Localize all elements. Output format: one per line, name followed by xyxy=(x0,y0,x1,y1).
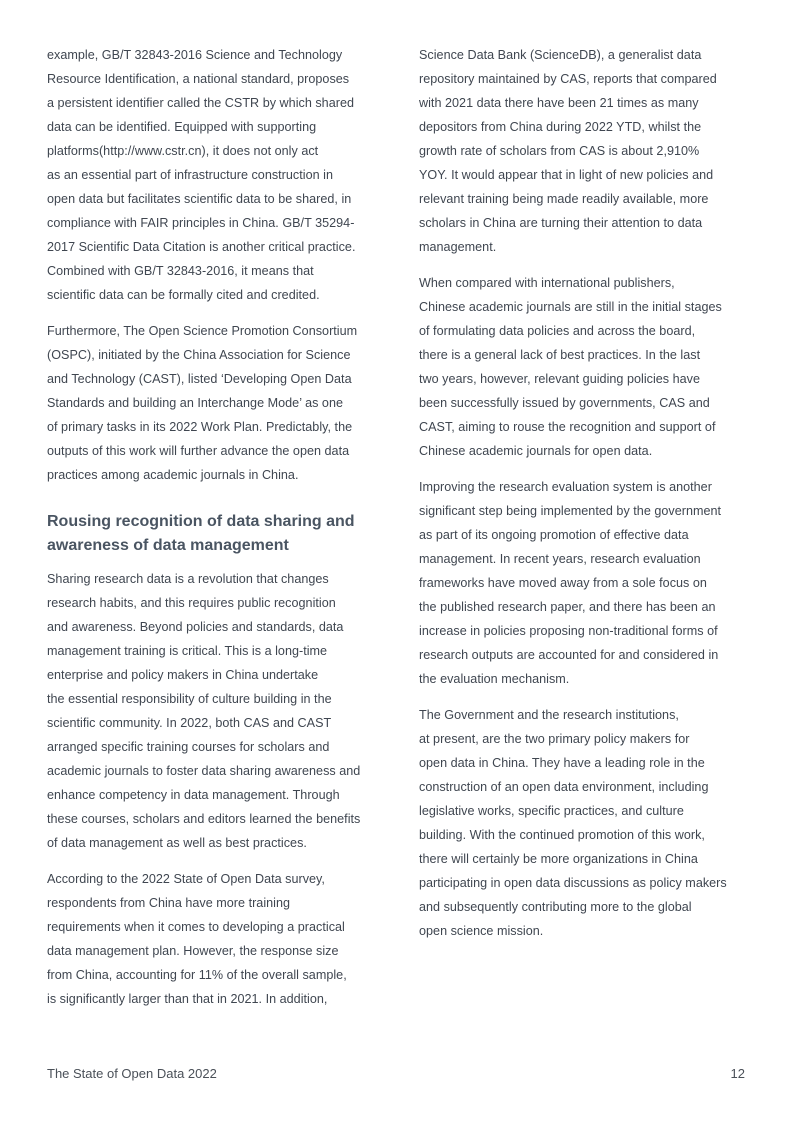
text-line: and Technology (CAST), listed ‘Developing Open Data xyxy=(47,372,352,386)
text-line: Furthermore, The Open Science Promotion Consortium xyxy=(47,324,358,338)
text-line: The Government and the research institutions, xyxy=(419,708,679,722)
text-line: Science Data Bank (ScienceDB), a generalist data xyxy=(419,48,702,62)
text-line: Rousing recognition of data sharing and xyxy=(47,513,355,530)
text-line: practices among academic journals in China. xyxy=(47,468,299,482)
text-line: data management plan. However, the response size xyxy=(47,944,339,958)
text-line: construction of an open data environment, including xyxy=(419,780,709,794)
paragraph-cstr-identifier xyxy=(47,43,377,307)
text-line: research habits, and this requires public recognition xyxy=(47,596,336,610)
text-line: YOY. It would appear that in light of new policies and xyxy=(419,168,714,182)
text-line: According to the 2022 State of Open Data survey, xyxy=(47,872,325,886)
paragraph-survey-respondents xyxy=(47,867,377,1011)
text-line: enterprise and policy makers in China undertake xyxy=(47,668,319,682)
text-line: and subsequently contributing more to the global xyxy=(419,900,692,914)
paragraph-sciencedb xyxy=(419,43,749,259)
text-line: scientific data can be formally cited and credited. xyxy=(47,288,320,302)
text-line: research outputs are accounted for and considered in xyxy=(419,648,719,662)
text-line: compliance with FAIR principles in China. GB/T 35294- xyxy=(47,216,355,230)
paragraph-policy-makers xyxy=(419,703,749,943)
text-line: management. In recent years, research evaluation xyxy=(419,552,701,566)
text-line: is significantly larger than that in 2021. In addition, xyxy=(47,992,328,1006)
text-line: and awareness. Beyond policies and standards, data xyxy=(47,620,344,634)
text-line: When compared with international publishers, xyxy=(419,276,675,290)
text-line: relevant training being made readily available, more xyxy=(419,192,709,206)
text-line: there is a general lack of best practices. In the last xyxy=(419,348,701,362)
text-line: significant step being implemented by the government xyxy=(419,504,722,518)
page-number: 12 xyxy=(730,1066,745,1081)
text-line: as part of its ongoing promotion of effective data xyxy=(419,528,689,542)
text-line: Resource Identification, a national standard, proposes xyxy=(47,72,350,86)
text-line: platforms(http://www.cstr.cn), it does not only act xyxy=(47,144,319,158)
text-line: of formulating data policies and across the board, xyxy=(419,324,696,338)
text-line: two years, however, relevant guiding policies have xyxy=(419,372,701,386)
text-line: the published research paper, and there has been an xyxy=(419,600,716,614)
text-line: open data in China. They have a leading role in the xyxy=(419,756,705,770)
paragraph-academic-journals xyxy=(419,271,749,463)
text-line: 2017 Scientific Data Citation is another critical practice. xyxy=(47,240,356,254)
text-line: data can be identified. Equipped with supporting xyxy=(47,120,317,134)
paragraph-ospc-work-plan xyxy=(47,319,377,487)
text-line: Chinese academic journals are still in the initial stages xyxy=(419,300,722,314)
text-line: building. With the continued promotion of this work, xyxy=(419,828,705,842)
text-line: legislative works, specific practices, and culture xyxy=(419,804,684,818)
page-footer xyxy=(47,1064,745,1084)
text-line: example, GB/T 32843-2016 Science and Technology xyxy=(47,48,343,62)
text-line: awareness of data management xyxy=(47,537,289,554)
text-line: (OSPC), initiated by the China Association for Science xyxy=(47,348,351,362)
text-line: respondents from China have more training xyxy=(47,896,291,910)
text-line: open science mission. xyxy=(419,924,544,938)
text-line: of data management as well as best practices. xyxy=(47,836,307,850)
text-line: growth rate of scholars from CAS is about 2,910% xyxy=(419,144,700,158)
text-line: at present, are the two primary policy makers for xyxy=(419,732,690,746)
text-line: been successfully issued by governments, CAS and xyxy=(419,396,710,410)
text-line: open data but facilitates scientific data to be shared, in xyxy=(47,192,352,206)
text-line: the essential responsibility of culture building in the xyxy=(47,692,332,706)
paragraph-research-evaluation xyxy=(419,475,749,691)
text-line: frameworks have moved away from a sole focus on xyxy=(419,576,707,590)
text-line: the evaluation mechanism. xyxy=(419,672,570,686)
text-line: repository maintained by CAS, reports that compared xyxy=(419,72,717,86)
text-line: a persistent identifier called the CSTR by which shared xyxy=(47,96,354,110)
section-heading xyxy=(47,510,377,558)
text-line: requirements when it comes to developing a practical xyxy=(47,920,345,934)
left-column xyxy=(47,43,377,1023)
text-line: there will certainly be more organizations in China xyxy=(419,852,698,866)
text-line: Combined with GB/T 32843-2016, it means that xyxy=(47,264,314,278)
text-line: Standards and building an Interchange Mode’ as one xyxy=(47,396,343,410)
text-line: scholars in China are turning their attention to data xyxy=(419,216,703,230)
text-line: increase in policies proposing non-traditional forms of xyxy=(419,624,718,638)
footer-title: The State of Open Data 2022 xyxy=(47,1066,217,1081)
text-line: management. xyxy=(419,240,497,254)
text-line: Improving the research evaluation system is another xyxy=(419,480,712,494)
text-line: from China, accounting for 11% of the overall sample, xyxy=(47,968,347,982)
text-line: with 2021 data there have been 21 times as many xyxy=(419,96,699,110)
text-line: of primary tasks in its 2022 Work Plan. Predictably, the xyxy=(47,420,353,434)
text-line: these courses, scholars and editors learned the benefits xyxy=(47,812,361,826)
text-line: CAST, aiming to rouse the recognition and support of xyxy=(419,420,716,434)
text-line: arranged specific training courses for scholars and xyxy=(47,740,330,754)
text-line: scientific community. In 2022, both CAS and CAST xyxy=(47,716,332,730)
text-line: as an essential part of infrastructure construction in xyxy=(47,168,333,182)
text-line: academic journals to foster data sharing awareness and xyxy=(47,764,361,778)
text-line: enhance competency in data management. Through xyxy=(47,788,340,802)
text-line: outputs of this work will further advance the open data xyxy=(47,444,350,458)
text-line: participating in open data discussions as policy makers xyxy=(419,876,727,890)
text-line: Chinese academic journals for open data. xyxy=(419,444,653,458)
text-line: management training is critical. This is a long-time xyxy=(47,644,328,658)
paragraph-data-sharing-training xyxy=(47,567,377,855)
right-column xyxy=(419,43,749,955)
text-line: depositors from China during 2022 YTD, whilst the xyxy=(419,120,702,134)
text-line: Sharing research data is a revolution that changes xyxy=(47,572,329,586)
